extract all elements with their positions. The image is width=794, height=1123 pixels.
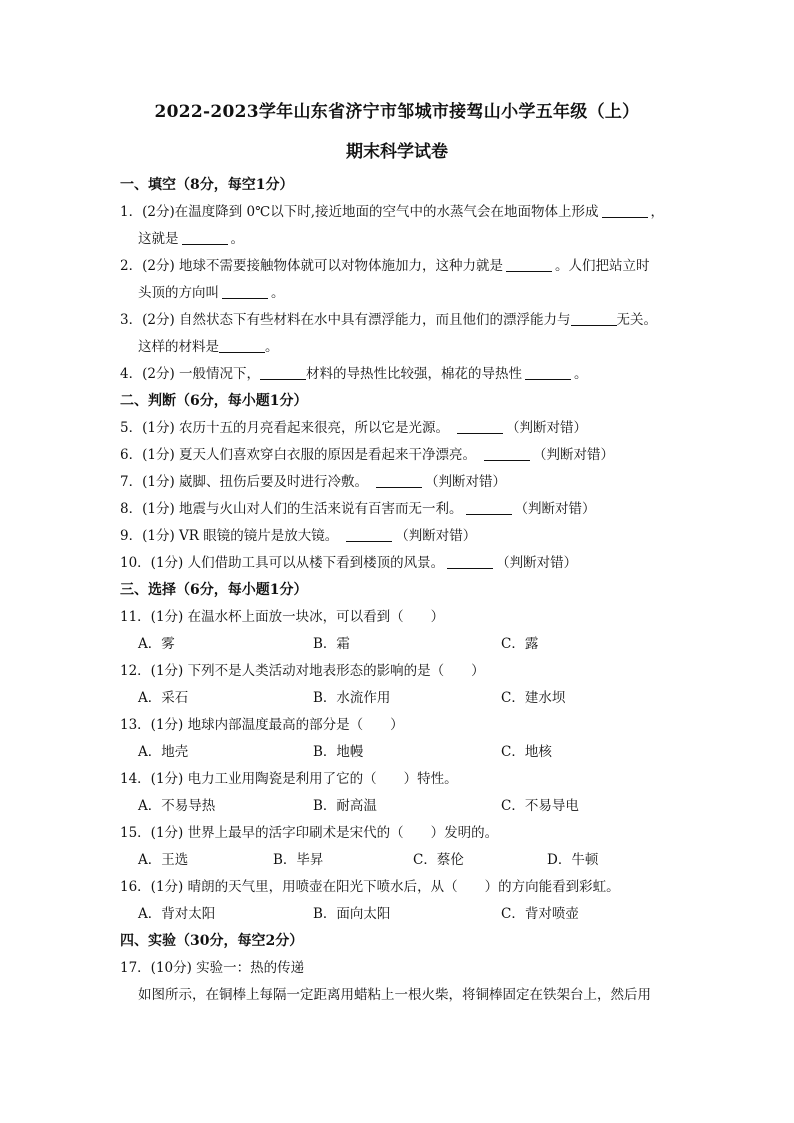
question-12-stem: 12．(1分) 下列不是人类活动对地表形态的影响的是（ ）: [120, 663, 485, 679]
question-14-stem: 14．(1分) 电力工业用陶瓷是利用了它的（ ）特性。: [120, 771, 458, 787]
question-7-line: [120, 469, 680, 496]
answer-blank[interactable]: [222, 284, 268, 299]
question-9-line: [120, 523, 680, 550]
answer-blank[interactable]: [346, 527, 392, 542]
option-b[interactable]: B．毕昇: [273, 852, 324, 868]
question-6-text: 6．(1分) 夏天人们喜欢穿白衣服的原因是看起来干净漂亮。: [120, 447, 477, 463]
question-2-text-2: 头顶的方向叫: [138, 285, 219, 301]
option-c[interactable]: C．背对喷壶: [501, 906, 579, 922]
option-d[interactable]: D．牛顿: [547, 852, 599, 868]
question-3-line1: [120, 307, 680, 334]
answer-blank[interactable]: [484, 446, 530, 461]
question-14-options: [120, 793, 680, 820]
option-b[interactable]: B．面向太阳: [313, 906, 391, 922]
exam-content: [120, 172, 680, 1009]
answer-blank[interactable]: [571, 311, 617, 326]
judge-suffix: （判断对错）: [496, 555, 578, 571]
question-3-text: 3．(2分) 自然状态下有些材料在水中具有漂浮能力，而且他们的漂浮能力与: [120, 312, 571, 328]
answer-blank[interactable]: [602, 203, 648, 218]
question-16-stem: 16．(1分) 晴朗的天气里，用喷壶在阳光下喷水后，从（ ）的方向能看到彩虹。: [120, 879, 620, 895]
question-3-text-2: 这样的材料是: [138, 339, 219, 355]
section-choice-heading: 三、选择（6分，每小题1分）: [120, 582, 308, 598]
question-1-line1: [120, 199, 680, 226]
question-4-text-mid: 材料的导热性比较强，棉花的导热性: [306, 366, 523, 382]
option-b[interactable]: B．耐高温: [313, 798, 377, 814]
answer-blank[interactable]: [219, 338, 265, 353]
question-2-line1: [120, 253, 680, 280]
question-11-stem: 11．(1分) 在温水杯上面放一块冰，可以看到（ ）: [120, 609, 445, 625]
option-b[interactable]: B．水流作用: [313, 690, 391, 706]
answer-blank[interactable]: [466, 500, 512, 515]
option-b[interactable]: B．地幔: [313, 744, 364, 760]
punctuation: ，: [650, 204, 664, 220]
answer-blank[interactable]: [260, 365, 306, 380]
question-15-stem: 15．(1分) 世界上最早的活字印刷术是宋代的（ ）发明的。: [120, 825, 499, 841]
question-8-text: 8．(1分) 地震与火山对人们的生活来说有百害而无一利。: [120, 501, 463, 517]
punctuation: 。: [265, 339, 279, 355]
question-3-line2: [120, 334, 680, 361]
option-c[interactable]: C．地核: [501, 744, 552, 760]
question-7-text: 7．(1分) 崴脚、扭伤后要及时进行冷敷。: [120, 474, 369, 490]
answer-blank[interactable]: [376, 473, 422, 488]
question-5-text: 5．(1分) 农历十五的月亮看起来很亮，所以它是光源。: [120, 420, 450, 436]
punctuation: 。: [574, 366, 588, 382]
question-1-line2: [120, 226, 680, 253]
option-a[interactable]: A．不易导热: [138, 798, 216, 814]
option-a[interactable]: A．王选: [138, 852, 189, 868]
question-10-text: 10．(1分) 人们借助工具可以从楼下看到楼顶的风景。: [120, 555, 445, 571]
option-c[interactable]: C．不易导电: [501, 798, 579, 814]
question-1-text: 1．(2分)在温度降到 0℃以下时,接近地面的空气中的水蒸气会在地面物体上形成: [120, 204, 599, 220]
section-fill-heading: 一、填空（8分，每空1分）: [120, 177, 294, 193]
question-9-text: 9．(1分) VR 眼镜的镜片是放大镜。: [120, 528, 339, 544]
question-5-line: [120, 415, 680, 442]
judge-suffix: （判断对错）: [506, 420, 588, 436]
option-c[interactable]: C．露: [501, 636, 539, 652]
question-1-text-2: 这就是: [138, 231, 179, 247]
punctuation: 。: [230, 231, 244, 247]
option-c[interactable]: C．蔡伦: [413, 852, 464, 868]
judge-suffix: （判断对错）: [514, 501, 596, 517]
question-6-line: [120, 442, 680, 469]
punctuation: 。: [271, 285, 285, 301]
question-2-text-cont: 。人们把站立时: [555, 258, 650, 274]
question-16-options: [120, 901, 680, 928]
question-15-options: [120, 847, 680, 874]
answer-blank[interactable]: [525, 365, 571, 380]
question-8-line: [120, 496, 680, 523]
answer-blank[interactable]: [457, 419, 503, 434]
question-2-text: 2．(2分) 地球不需要接触物体就可以对物体施加力，这种力就是: [120, 258, 504, 274]
judge-suffix: （判断对错）: [395, 528, 477, 544]
option-c[interactable]: C．建水坝: [501, 690, 566, 706]
question-4-text: 4．(2分) 一般情况下，: [120, 366, 261, 382]
section-judge-heading: 二、判断（6分，每小题1分）: [120, 393, 308, 409]
question-12-options: [120, 685, 680, 712]
answer-blank[interactable]: [447, 554, 493, 569]
section-experiment-heading: 四、实验（30分，每空2分）: [120, 933, 304, 949]
option-b[interactable]: B．霜: [313, 636, 350, 652]
question-11-options: [120, 631, 680, 658]
answer-blank[interactable]: [182, 230, 228, 245]
question-13-options: [120, 739, 680, 766]
question-3-text-cont: 无关。: [616, 312, 658, 328]
option-a[interactable]: A．背对太阳: [138, 906, 216, 922]
answer-blank[interactable]: [506, 257, 552, 272]
question-4-line: [120, 361, 680, 388]
judge-suffix: （判断对错）: [533, 447, 615, 463]
option-a[interactable]: A．雾: [138, 636, 175, 652]
question-17-paragraph: 如图所示，在铜棒上每隔一定距离用蜡粘上一根火柴，将铜棒固定在铁架台上，然后用: [138, 987, 651, 1003]
judge-suffix: （判断对错）: [425, 474, 507, 490]
option-a[interactable]: A．地壳: [138, 744, 189, 760]
question-13-stem: 13．(1分) 地球内部温度最高的部分是（ ）: [120, 717, 404, 733]
option-a[interactable]: A．采石: [138, 690, 189, 706]
exam-title-line1: 2022-2023学年山东省济宁市邹城市接驾山小学五年级（上）: [154, 102, 640, 122]
exam-title-line2: 期末科学试卷: [346, 142, 448, 162]
question-2-line2: [120, 280, 680, 307]
question-17-title: 17．(10分) 实验一：热的传递: [120, 960, 305, 976]
question-10-line: [120, 550, 680, 577]
